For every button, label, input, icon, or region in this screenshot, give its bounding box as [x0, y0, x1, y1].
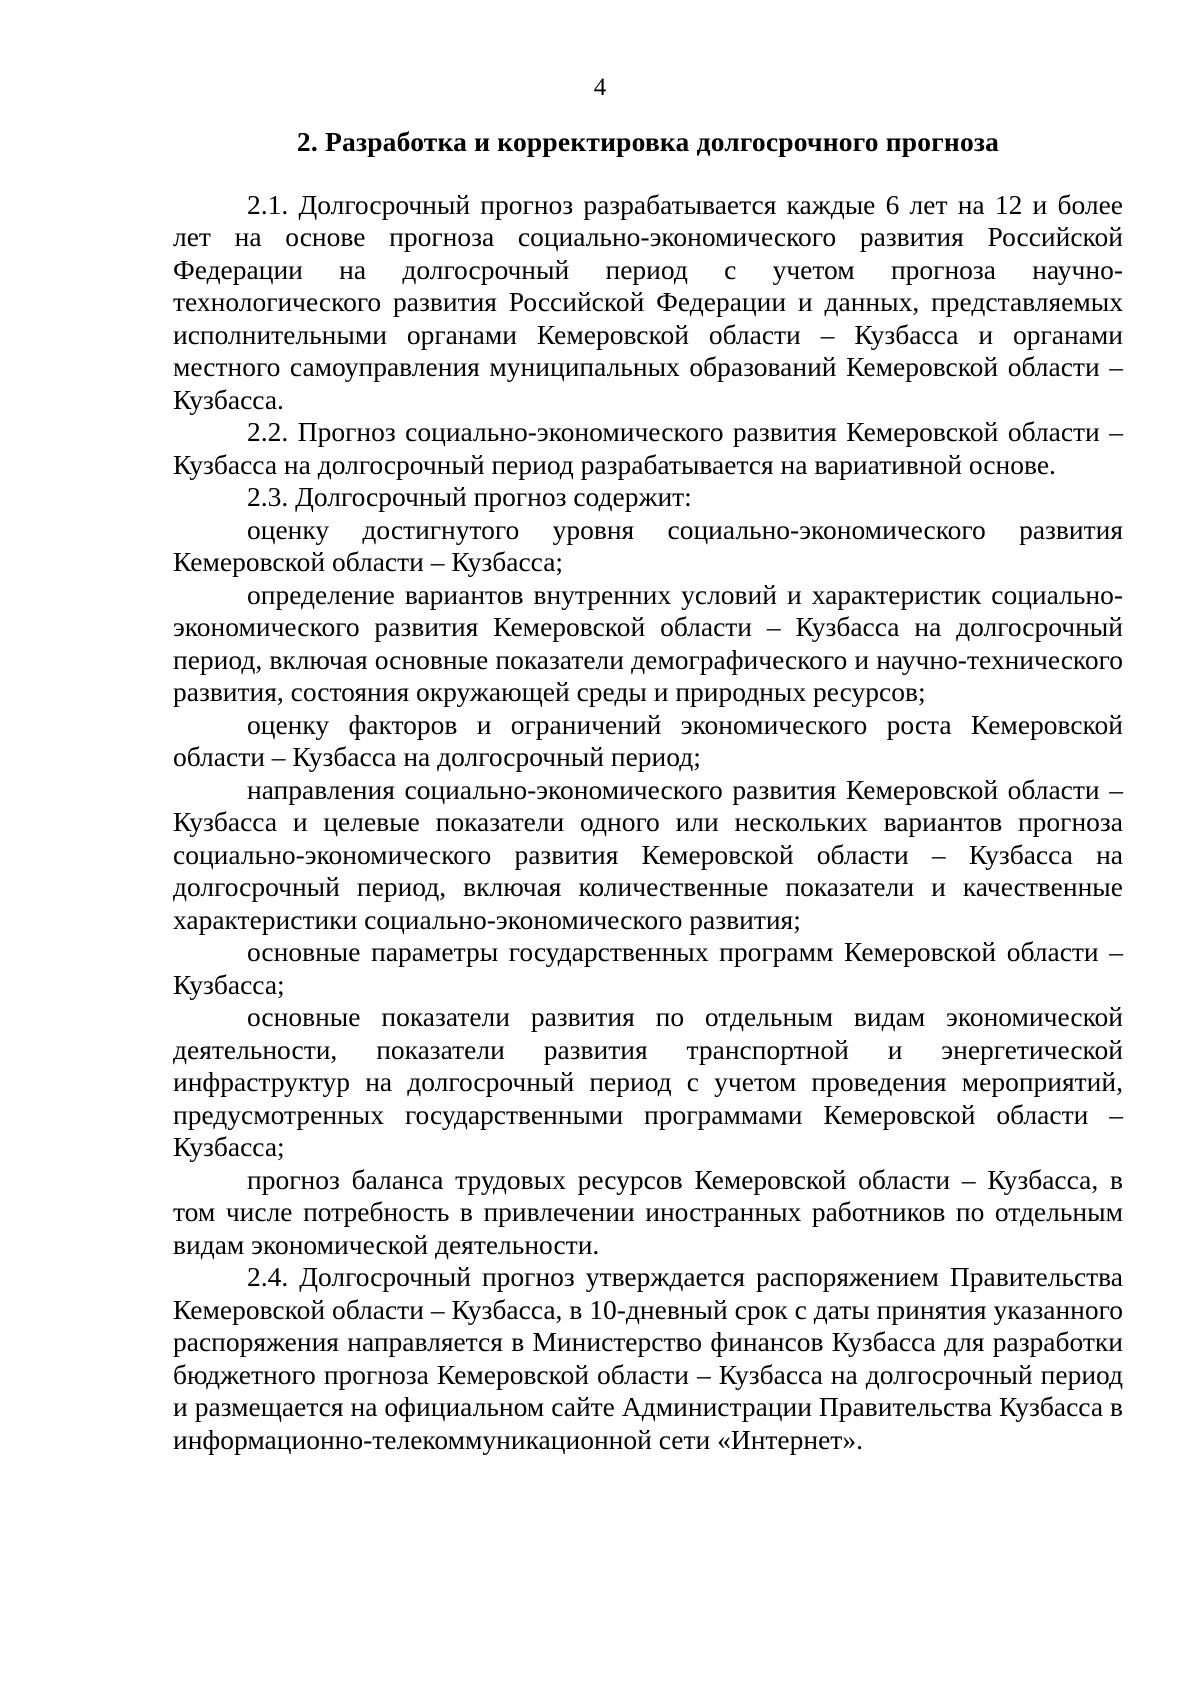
- page-number: 4: [593, 74, 607, 101]
- list-item-programs: основные параметры государственных программ Кемеровской области – Кузбасса;: [173, 936, 1123, 1000]
- paragraph-2-2: 2.2. Прогноз социально-экономического развития Кемеровской области – Кузбасса на долгосрочный период разрабатывается на вариативной основе.: [173, 416, 1123, 480]
- list-item-directions: направления социально-экономического развития Кемеровской области – Кузбасса и целевые показатели одного или нескольких вариантов прогноза социально-экономического развития Кемеровской области – Кузбасса на долгосрочный период, включая количественные показатели и качественные характеристики социально-экономического развития;: [173, 773, 1123, 935]
- section-heading: 2. Разработка и корректировка долгосрочного прогноза: [296, 126, 1000, 157]
- list-item-variants: определение вариантов внутренних условий и характеристик социально-экономического развития Кемеровской области – Кузбасса на долгосрочный период, включая основные показатели демографического и научно-технического развития, состояния окружающей среды и природных ресурсов;: [173, 578, 1123, 707]
- list-item-assessment: оценку достигнутого уровня социально-экономического развития Кемеровской области – Кузбасса;: [173, 513, 1123, 577]
- list-item-factors: оценку факторов и ограничений экономического роста Кемеровской области – Кузбасса на долгосрочный период;: [173, 708, 1123, 772]
- list-item-indicators: основные показатели развития по отдельным видам экономической деятельности, показатели развития транспортной и энергетической инфраструктур на долгосрочный период с учетом проведения мероприятий, предусмотренных государственными программами Кемеровской области – Кузбасса;: [173, 1001, 1123, 1162]
- paragraph-2-1: 2.1. Долгосрочный прогноз разрабатывается каждые 6 лет на 12 и более лет на основе прогноза социально-экономического развития Российской Федерации на долгосрочный период с учетом прогноза научно-технологического развития Российской Федерации и данных, представляемых исполнительными органами Кемеровской области – Кузбасса и органами местного самоуправления муниципальных образований Кемеровской области – Кузбасса.: [173, 188, 1123, 415]
- paragraph-2-3: 2.3. Долгосрочный прогноз содержит:: [247, 481, 692, 512]
- paragraph-2-4: 2.4. Долгосрочный прогноз утверждается распоряжением Правительства Кемеровской области – Кузбасса, в 10-дневный срок с даты принятия указанного распоряжения направляется в Министерство финансов Кузбасса для разработки бюджетного прогноза Кемеровской области – Кузбасса на долгосрочный период и размещается на официальном сайте Администрации Правительства Кузбасса в информационно-телекоммуникационной сети «Интернет».: [173, 1261, 1123, 1455]
- list-item-labor-balance: прогноз баланса трудовых ресурсов Кемеровской области – Кузбасса, в том числе потребность в привлечении иностранных работников по отдельным видам экономической деятельности.: [173, 1163, 1123, 1260]
- document-body: [173, 126, 1123, 1456]
